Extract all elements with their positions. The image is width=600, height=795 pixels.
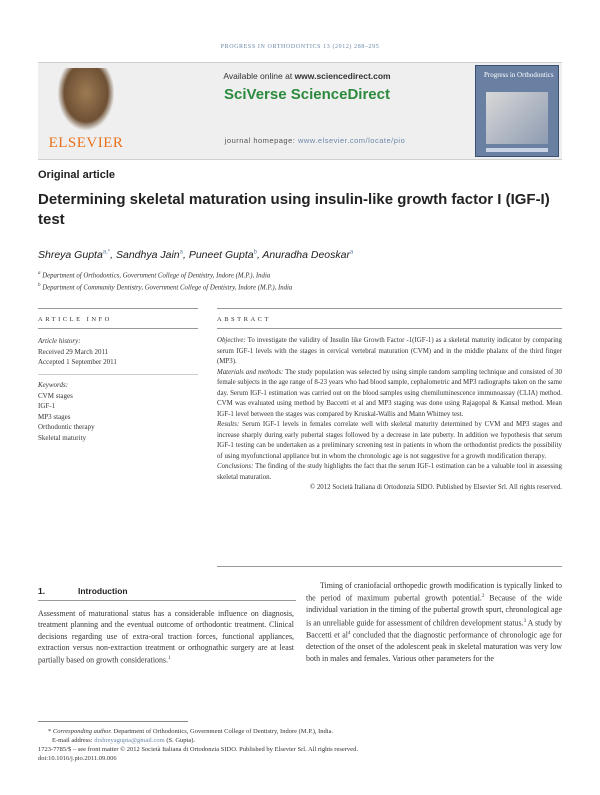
author-list: Shreya Gupta$^{a,*}$, Sandhya Jain$^a$, Puneet Gupta$^b$, Anuradha Deoskar$^a$ [38,249,354,261]
article-history [38,336,198,368]
article-type: Original article [38,169,116,181]
author-name: Anuradha Deoskar [262,249,350,261]
article-title: Determining skeletal maturation using insulin-like growth factor I (IGF-I) test [38,191,550,228]
corresponding-author: * Corresponding author. Department of Orthodontics, Government College of Dentistry, Indore (M.P.), India. [48,728,334,735]
platform-name: SciVerse ScienceDirect [224,86,390,103]
journal-cover [475,65,559,157]
journal-homepage: journal homepage: www.elsevier.com/locate/pio [224,136,406,145]
divider [217,308,562,309]
homepage-link[interactable]: www.elsevier.com/locate/pio [297,136,406,145]
keywords [38,380,198,444]
affiliation: $^b$ Department of Community Dentistry, Government College of Dentistry, Indore (M.P.), India [38,283,293,292]
sciencedirect-link[interactable]: www.sciencedirect.com [294,71,391,81]
section-number: 1. [38,586,46,596]
abstract-results: Results: Serum IGF-1 levels in females correlate well with skeletal maturity determined by CVM and MP3 stages and increase sharply during early pubertal stages followed by a decrease in late puberty. In addition we hypothesis that serum IGF-1 testing can be undertaken as a preliminary screening test in patients in whom the orthodontist predicts the possibility of using myofunctional appliance but in whom the chronologic age is not suggestive for a growth modification therapy. [217,421,562,460]
author-name: Sandhya Jain [115,249,180,261]
doi-line[interactable]: doi:10.1016/j.pio.2011.09.006 [38,755,117,762]
author-mark[interactable]: a,* [102,249,111,256]
accepted-date: Accepted 1 September 2011 [38,358,117,367]
abstract-body [217,336,562,494]
section-heading [38,586,128,596]
cover-image [486,92,548,144]
journal-reference: PROGRESS IN ORTHODONTICS 13 (2012) 288–295 [220,44,380,50]
keyword: IGF-1 [38,402,56,411]
divider [217,566,562,567]
keyword: Skeletal maturity [38,433,87,442]
keyword: CVM stages [38,391,73,400]
divider [217,328,562,329]
publisher-name: ELSEVIER [48,135,124,151]
citation[interactable]: 2 [481,594,485,600]
abstract-objective: Objective: To investigate the validity of Insulin like Growth Factor -1(IGF-1) as a skeletal maturity indicator by comparing serum IGF-1 levels with the stages in cervical vertebral maturation (CVM) and in the middle phalanx of the third finger (MP3). [217,337,562,365]
author-name: Shreya Gupta [38,249,103,261]
divider [38,600,296,601]
copyright: © 2012 Società Italiana di Ortodonzia SIDO. Published by Elsevier Srl. All rights reserved. [309,484,562,491]
email-link[interactable]: drshreyagupta@gmail.com [94,737,165,744]
footnotes [38,727,562,763]
author-mark[interactable]: a [349,249,354,256]
keyword: Orthodontic therapy [38,423,95,432]
email-line: E-mail address: drshreyagupta@gmail.com (S. Gupta). [52,737,196,744]
divider [38,328,198,329]
author-mark[interactable]: a [179,249,183,256]
citation[interactable]: 1 [167,656,171,662]
divider [38,308,198,309]
intro-right-column: Timing of craniofacial orthopedic growth modification is typically linked to the period of maximum pubertal growth potential.$^2$ Because of the wide individual variation in the timing of the pubertal growth spurt, chronological age is an unreliable guide for assessment of children development status.$^3$ A study by Baccetti et al$^4$ concluded that the diagnostic performance of chronologic age for detection of the onset of the adolescent peak in skeletal maturation was very low both in males and females. Various other parameters for the [306,581,563,663]
section-title: Introduction [78,586,128,596]
footnote-divider [38,721,188,722]
available-online: Available online at www.sciencedirect.com [223,71,391,81]
keyword: MP3 stages [38,412,71,421]
article-info-heading: ARTICLE INFO [38,316,112,323]
affiliation: $^a$ Department of Orthodontics, Government College of Dentistry, Indore (M.P.), India [38,271,271,280]
received-date: Received 29 March 2011 [38,347,109,356]
abstract-methods: Materials and methods: The study population was selected by using simple random sampling technique and consisted of 30 female subjects in the age range of 8-23 years who had blood sample, cephalometric and MP3 radiographs taken on the same day. Serum IGF-1 estimation was carried out on the blood samples using chemiluminescence immunoassay (CLIA) method. CVM was evaluated using method by Baccetti et al and MP3 staging was done using Rajagopal & Kansal method. Mean IGF-1 level between the stages was compared by Kruskal-Wallis and Mann Whitney test. [217,368,562,418]
divider [38,374,198,375]
citation[interactable]: 4 [347,631,351,637]
history-label: Article history: [38,337,81,345]
author-mark[interactable]: b [253,249,257,256]
author-name: Puneet Gupta [188,249,254,261]
abstract-heading: ABSTRACT [217,316,271,323]
citation[interactable]: 3 [523,618,527,624]
cover-stripe [486,148,548,152]
issn-line: 1723-7785/$ – see front matter © 2012 Società Italiana di Ortodonzia SIDO. Published by Elsevier Srl. All rights reserved. [38,746,358,753]
keywords-label: Keywords: [38,381,69,389]
abstract-conclusions: Conclusions: The finding of the study highlights the fact that the serum IGF-1 estimation can be a valuable tool in assessing skeletal maturation. [217,463,562,481]
intro-left-column: Assessment of maturational status has a considerable influence on diagnosis, treatment planning and the eventual outcome of orthodontic treatment. Clinical decisions regarding use of extra-oral traction forces, functional appliances, extraction versus non-extraction treatment or orthognathic surgery are at least partially based on growth considerations.$^1$ [38,609,294,665]
cover-title: Progress in Orthodontics [484,71,554,79]
